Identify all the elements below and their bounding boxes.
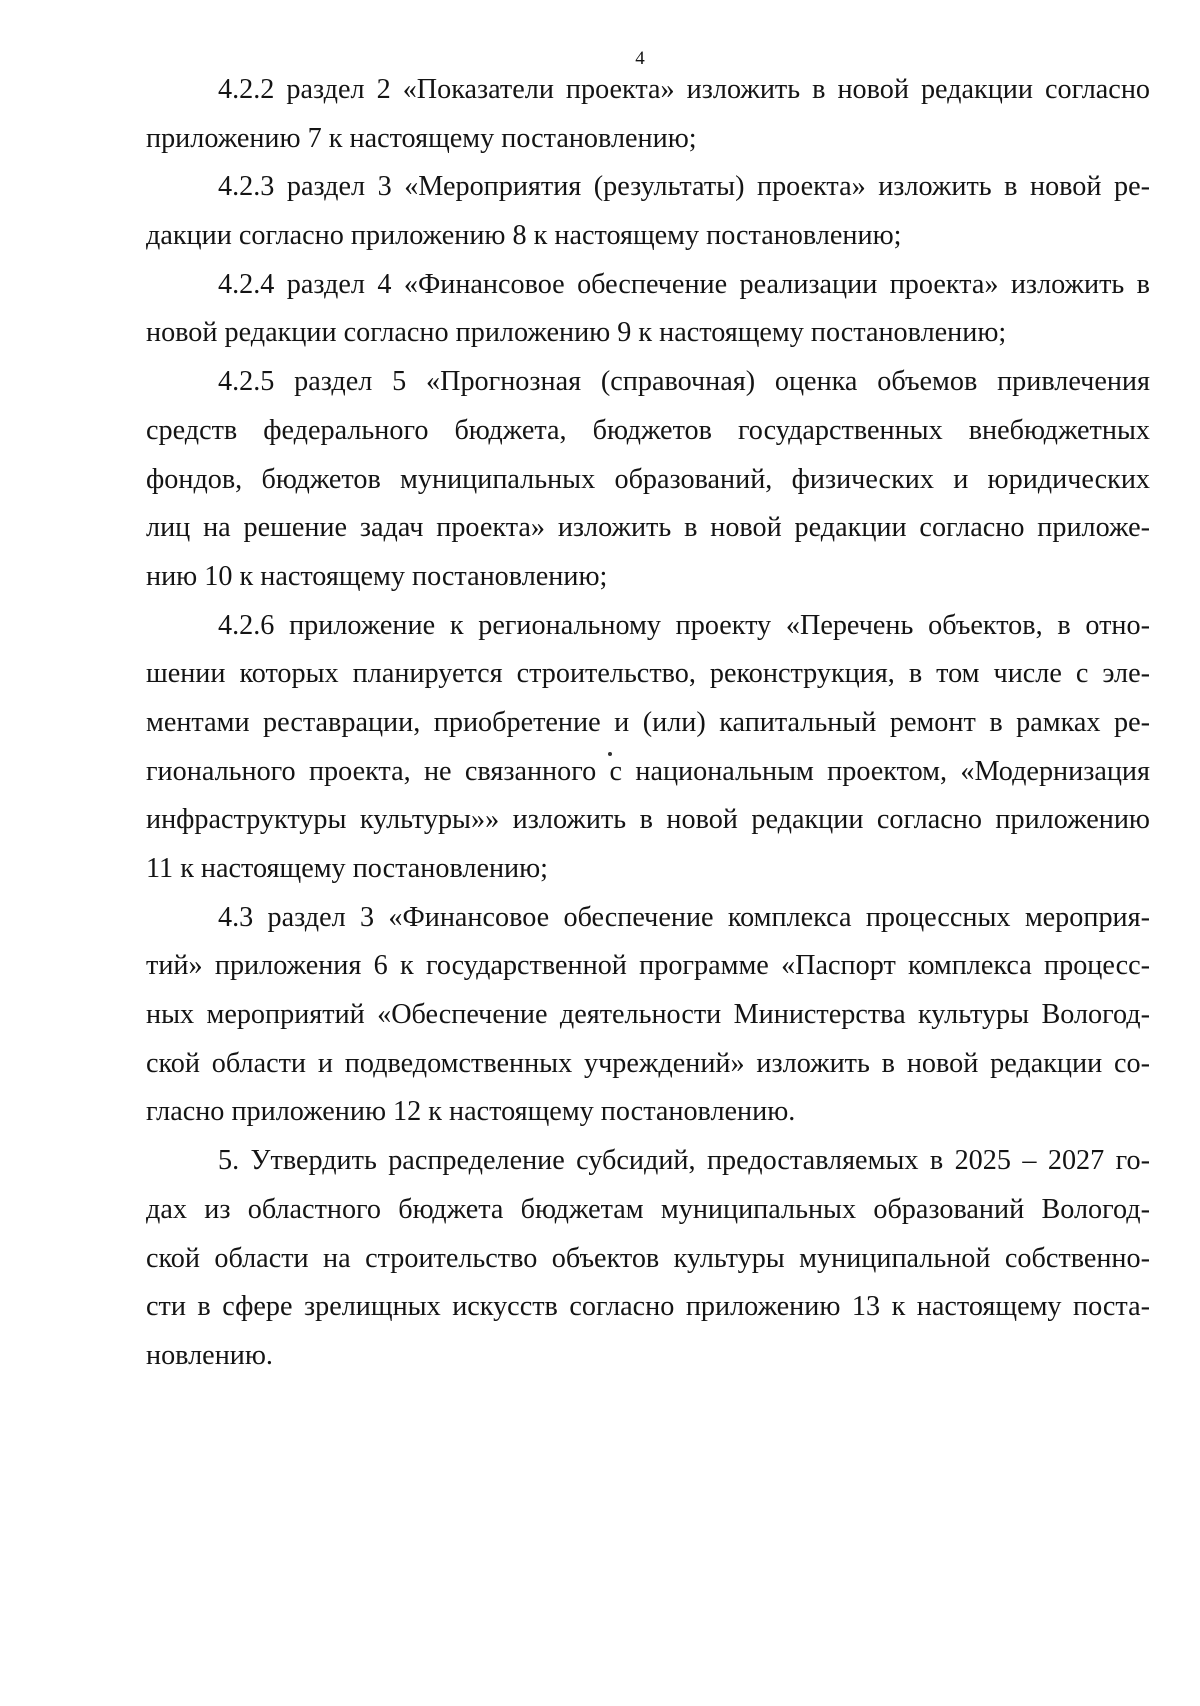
paragraph-4-3: [146, 894, 1150, 1137]
text-line: гласно приложению 12 к настоящему постановлению.: [146, 1096, 796, 1128]
paragraph-4-2-4: [146, 261, 1150, 358]
paragraph-4-2-2: [146, 66, 1150, 163]
text-line: новлению.: [146, 1339, 273, 1371]
text-line: 4.3 раздел 3 «Финансовое обеспечение комплекса процессных мероприя-: [218, 901, 1150, 933]
text-line: 4.2.3 раздел 3 «Мероприятия (результаты) проекта» изложить в новой ре-: [218, 171, 1150, 203]
paragraph-5: [146, 1137, 1150, 1380]
text-line: гионального проекта, не связанного с национальным проектом, «Модернизация: [146, 755, 1150, 787]
text-line: дах из областного бюджета бюджетам муниципальных образований Вологод-: [146, 1193, 1150, 1225]
text-line: 4.2.6 приложение к региональному проекту «Перечень объектов, в отно-: [218, 609, 1150, 641]
text-line: 4.2.5 раздел 5 «Прогнозная (справочная) оценка объемов привлечения: [218, 366, 1150, 398]
paragraph-4-2-5: [146, 358, 1150, 601]
text-line: дакции согласно приложению 8 к настоящему постановлению;: [146, 220, 902, 252]
text-line: 5. Утвердить распределение субсидий, предоставляемых в 2025 – 2027 го-: [218, 1145, 1150, 1177]
paragraph-4-2-6: [146, 602, 1150, 894]
text-line: 11 к настоящему постановлению;: [146, 853, 549, 884]
text-line: ментами реставрации, приобретение и (или) капитальный ремонт в рамках ре-: [146, 706, 1150, 738]
text-line: нию 10 к настоящему постановлению;: [146, 560, 608, 592]
text-line: приложению 7 к настоящему постановлению;: [146, 122, 697, 154]
text-line: шении которых планируется строительство, реконструкция, в том числе с эле-: [146, 658, 1150, 690]
text-line: лиц на решение задач проекта» изложить в новой редакции согласно приложе-: [146, 512, 1150, 544]
paragraph-4-2-3: [146, 163, 1150, 260]
text-line: ской области на строительство объектов культуры муниципальной собственно-: [146, 1242, 1150, 1274]
text-line: тий» приложения 6 к государственной программе «Паспорт комплекса процесс-: [146, 950, 1150, 982]
text-line: средств федерального бюджета, бюджетов государственных внебюджетных: [146, 414, 1150, 446]
text-line: новой редакции согласно приложению 9 к настоящему постановлению;: [146, 317, 1007, 349]
text-line: ных мероприятий «Обеспечение деятельности Министерства культуры Вологод-: [146, 999, 1150, 1031]
text-line: сти в сфере зрелищных искусств согласно приложению 13 к настоящему поста-: [146, 1291, 1150, 1323]
text-line: ской области и подведомственных учреждений» изложить в новой редакции со-: [146, 1047, 1150, 1079]
text-line: 4.2.2 раздел 2 «Показатели проекта» изложить в новой редакции согласно: [218, 74, 1150, 105]
scan-speck: [608, 752, 612, 756]
document-body: [146, 66, 1150, 1381]
page-number: 4: [635, 48, 645, 69]
text-line: фондов, бюджетов муниципальных образований, физических и юридических: [146, 463, 1150, 495]
text-line: 4.2.4 раздел 4 «Финансовое обеспечение реализации проекта» изложить в: [218, 268, 1150, 300]
text-line: инфраструктуры культуры»» изложить в новой редакции согласно приложению: [146, 804, 1150, 836]
